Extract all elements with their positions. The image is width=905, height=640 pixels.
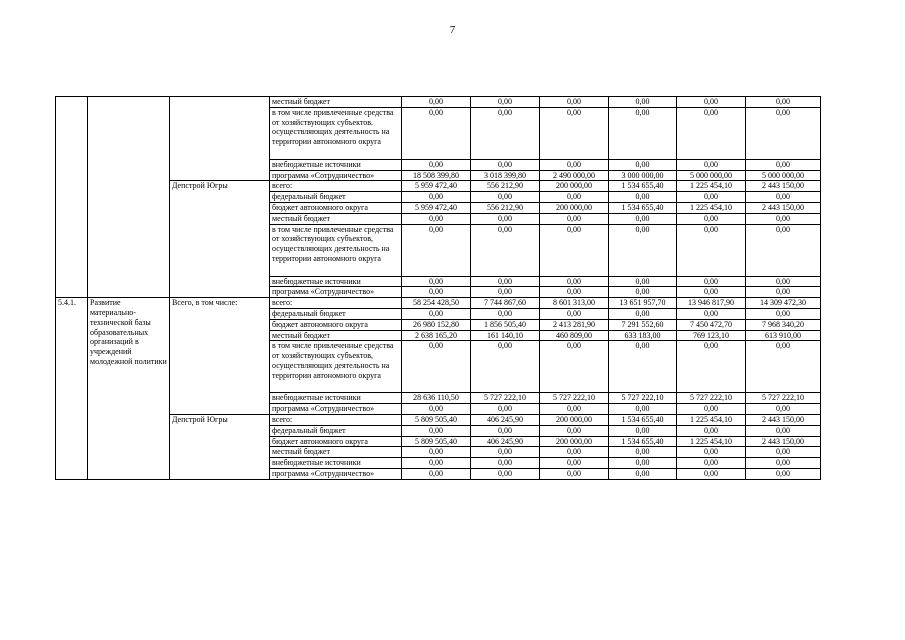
amount-cell: 8 601 313,00: [540, 298, 609, 309]
amount-cell: 0,00: [402, 276, 471, 287]
amount-cell: 0,00: [677, 468, 746, 479]
amount-cell: 3 018 399,80: [471, 170, 540, 181]
amount-cell: 0,00: [746, 447, 821, 458]
amount-cell: 0,00: [746, 224, 821, 276]
funding-source-cell: программа «Сотрудничество»: [270, 404, 402, 415]
amount-cell: 1 534 655,40: [609, 202, 677, 213]
amount-cell: 0,00: [471, 447, 540, 458]
amount-cell: 1 534 655,40: [609, 414, 677, 425]
code-cell: [56, 97, 88, 298]
amount-cell: 0,00: [471, 468, 540, 479]
amount-cell: 0,00: [540, 224, 609, 276]
amount-cell: 26 980 152,80: [402, 319, 471, 330]
funding-source-cell: местный бюджет: [270, 97, 402, 108]
amount-cell: 0,00: [402, 404, 471, 415]
amount-cell: 0,00: [402, 224, 471, 276]
funding-source-cell: федеральный бюджет: [270, 308, 402, 319]
amount-cell: 613 910,00: [746, 330, 821, 341]
amount-cell: 0,00: [540, 308, 609, 319]
amount-cell: 13 946 817,90: [677, 298, 746, 309]
amount-cell: 0,00: [402, 308, 471, 319]
amount-cell: 0,00: [540, 287, 609, 298]
funding-source-cell: местный бюджет: [270, 447, 402, 458]
amount-cell: 5 727 222,10: [471, 393, 540, 404]
budget-table-body: [56, 97, 821, 480]
amount-cell: 1 225 454,10: [677, 414, 746, 425]
table-row: [56, 181, 821, 192]
amount-cell: 5 959 472,40: [402, 181, 471, 192]
funding-source-cell: федеральный бюджет: [270, 192, 402, 203]
funding-source-cell: бюджет автономного округа: [270, 436, 402, 447]
funding-source-cell: местный бюджет: [270, 330, 402, 341]
amount-cell: 0,00: [402, 468, 471, 479]
amount-cell: 406 245,90: [471, 414, 540, 425]
amount-cell: 13 651 957,70: [609, 298, 677, 309]
funding-source-cell: программа «Сотрудничество»: [270, 468, 402, 479]
amount-cell: 0,00: [540, 276, 609, 287]
amount-cell: 0,00: [746, 404, 821, 415]
amount-cell: 0,00: [677, 447, 746, 458]
amount-cell: 0,00: [609, 224, 677, 276]
amount-cell: 633 183,00: [609, 330, 677, 341]
amount-cell: 1 225 454,10: [677, 181, 746, 192]
amount-cell: 0,00: [677, 159, 746, 170]
amount-cell: 0,00: [540, 468, 609, 479]
funding-source-cell: местный бюджет: [270, 213, 402, 224]
amount-cell: 0,00: [609, 107, 677, 159]
amount-cell: 0,00: [471, 224, 540, 276]
amount-cell: 3 000 000,00: [609, 170, 677, 181]
amount-cell: 0,00: [402, 213, 471, 224]
amount-cell: 0,00: [746, 341, 821, 393]
amount-cell: 0,00: [677, 341, 746, 393]
amount-cell: 0,00: [609, 276, 677, 287]
amount-cell: 5 727 222,10: [746, 393, 821, 404]
amount-cell: 0,00: [746, 107, 821, 159]
funding-source-cell: программа «Сотрудничество»: [270, 170, 402, 181]
amount-cell: 0,00: [746, 468, 821, 479]
amount-cell: 1 534 655,40: [609, 436, 677, 447]
executor-cell: Всего, в том числе:: [170, 298, 270, 415]
funding-source-cell: всего:: [270, 298, 402, 309]
amount-cell: 769 123,10: [677, 330, 746, 341]
amount-cell: 28 636 110,50: [402, 393, 471, 404]
funding-source-cell: в том числе привлеченные средства от хозяйствующих субъектов. осуществляющих деятельность на территории автономного округа: [270, 107, 402, 159]
amount-cell: 0,00: [609, 192, 677, 203]
amount-cell: 5 000 000,00: [746, 170, 821, 181]
amount-cell: 556 212,90: [471, 202, 540, 213]
amount-cell: 0,00: [540, 404, 609, 415]
amount-cell: 0,00: [540, 107, 609, 159]
amount-cell: 0,00: [746, 192, 821, 203]
executor-cell: [170, 97, 270, 181]
amount-cell: 0,00: [677, 107, 746, 159]
amount-cell: 2 443 150,00: [746, 202, 821, 213]
amount-cell: 0,00: [540, 97, 609, 108]
amount-cell: 18 508 399,80: [402, 170, 471, 181]
amount-cell: 2 443 150,00: [746, 414, 821, 425]
executor-cell: Депстрой Югры: [170, 414, 270, 479]
amount-cell: 0,00: [402, 447, 471, 458]
amount-cell: 14 309 472,30: [746, 298, 821, 309]
amount-cell: 0,00: [609, 447, 677, 458]
amount-cell: 7 968 340,20: [746, 319, 821, 330]
amount-cell: 556 212,90: [471, 181, 540, 192]
amount-cell: 2 443 150,00: [746, 436, 821, 447]
amount-cell: 0,00: [677, 97, 746, 108]
amount-cell: 0,00: [746, 276, 821, 287]
amount-cell: 0,00: [746, 213, 821, 224]
amount-cell: 0,00: [746, 458, 821, 469]
amount-cell: 5 959 472,40: [402, 202, 471, 213]
amount-cell: 5 727 222,10: [609, 393, 677, 404]
amount-cell: 0,00: [471, 213, 540, 224]
amount-cell: 0,00: [471, 159, 540, 170]
amount-cell: 1 534 655,40: [609, 181, 677, 192]
amount-cell: 0,00: [471, 404, 540, 415]
amount-cell: 0,00: [540, 159, 609, 170]
amount-cell: 0,00: [746, 425, 821, 436]
funding-source-cell: программа «Сотрудничество»: [270, 287, 402, 298]
amount-cell: 7 291 552,60: [609, 319, 677, 330]
funding-source-cell: федеральный бюджет: [270, 425, 402, 436]
amount-cell: 0,00: [471, 308, 540, 319]
amount-cell: 0,00: [540, 425, 609, 436]
amount-cell: 0,00: [471, 425, 540, 436]
amount-cell: 0,00: [609, 287, 677, 298]
funding-source-cell: бюджет автономного округа: [270, 202, 402, 213]
funding-source-cell: всего:: [270, 181, 402, 192]
amount-cell: 0,00: [609, 308, 677, 319]
code-cell: 5.4.1.: [56, 298, 88, 480]
amount-cell: 2 413 281,90: [540, 319, 609, 330]
amount-cell: 0,00: [471, 287, 540, 298]
amount-cell: 0,00: [609, 425, 677, 436]
amount-cell: 0,00: [746, 97, 821, 108]
amount-cell: 0,00: [402, 159, 471, 170]
amount-cell: 7 744 867,60: [471, 298, 540, 309]
amount-cell: 0,00: [471, 192, 540, 203]
amount-cell: 0,00: [609, 468, 677, 479]
funding-source-cell: внебюджетные источники: [270, 159, 402, 170]
amount-cell: 0,00: [402, 97, 471, 108]
budget-table: [55, 96, 821, 480]
amount-cell: 0,00: [402, 425, 471, 436]
amount-cell: 0,00: [471, 458, 540, 469]
amount-cell: 406 245,90: [471, 436, 540, 447]
amount-cell: 0,00: [677, 458, 746, 469]
amount-cell: 2 443 150,00: [746, 181, 821, 192]
amount-cell: 2 490 000,00: [540, 170, 609, 181]
amount-cell: 200 000,00: [540, 414, 609, 425]
funding-source-cell: внебюджетные источники: [270, 458, 402, 469]
amount-cell: 200 000,00: [540, 436, 609, 447]
amount-cell: 0,00: [540, 341, 609, 393]
amount-cell: 0,00: [677, 213, 746, 224]
amount-cell: 2 638 165,20: [402, 330, 471, 341]
funding-source-cell: в том числе привлеченные средства от хозяйствующих субъектов, осуществляющих деятельность на территории автономного округа: [270, 341, 402, 393]
amount-cell: 0,00: [609, 213, 677, 224]
measure-name-cell: [88, 97, 170, 298]
amount-cell: 5 809 505,40: [402, 414, 471, 425]
amount-cell: 5 809 505,40: [402, 436, 471, 447]
amount-cell: 0,00: [677, 276, 746, 287]
amount-cell: 0,00: [402, 107, 471, 159]
amount-cell: 0,00: [677, 192, 746, 203]
amount-cell: 0,00: [677, 224, 746, 276]
amount-cell: 0,00: [402, 287, 471, 298]
table-row: [56, 414, 821, 425]
amount-cell: 5 727 222,10: [540, 393, 609, 404]
amount-cell: 1 856 505,40: [471, 319, 540, 330]
amount-cell: 200 000,00: [540, 181, 609, 192]
amount-cell: 200 000,00: [540, 202, 609, 213]
funding-source-cell: всего:: [270, 414, 402, 425]
funding-source-cell: в том числе привлеченные средства от хозяйствующих субъектов, осуществляющих деятельность на территории автономного округа: [270, 224, 402, 276]
amount-cell: 0,00: [677, 404, 746, 415]
amount-cell: 460 809,00: [540, 330, 609, 341]
amount-cell: 0,00: [677, 425, 746, 436]
amount-cell: 0,00: [609, 341, 677, 393]
amount-cell: 0,00: [402, 192, 471, 203]
amount-cell: 5 727 222,10: [677, 393, 746, 404]
measure-name-cell: Развитие материально-технической базы образовательных организаций в учреждений молодежной политики: [88, 298, 170, 480]
amount-cell: 0,00: [471, 276, 540, 287]
amount-cell: 0,00: [471, 341, 540, 393]
amount-cell: 0,00: [540, 213, 609, 224]
amount-cell: 0,00: [609, 404, 677, 415]
amount-cell: 0,00: [609, 159, 677, 170]
amount-cell: 1 225 454,10: [677, 202, 746, 213]
amount-cell: 7 450 472,70: [677, 319, 746, 330]
amount-cell: 0,00: [471, 97, 540, 108]
amount-cell: 0,00: [540, 447, 609, 458]
funding-source-cell: внебюджетные источники: [270, 393, 402, 404]
amount-cell: 0,00: [677, 308, 746, 319]
amount-cell: 0,00: [609, 97, 677, 108]
funding-source-cell: бюджет автономного округа: [270, 319, 402, 330]
amount-cell: 0,00: [402, 458, 471, 469]
amount-cell: 161 140,10: [471, 330, 540, 341]
executor-cell: Депстрой Югры: [170, 181, 270, 298]
table-row: [56, 97, 821, 108]
amount-cell: 5 000 000,00: [677, 170, 746, 181]
amount-cell: 0,00: [540, 192, 609, 203]
amount-cell: 0,00: [746, 308, 821, 319]
amount-cell: 58 254 428,50: [402, 298, 471, 309]
amount-cell: 0,00: [609, 458, 677, 469]
amount-cell: 1 225 454,10: [677, 436, 746, 447]
amount-cell: 0,00: [471, 107, 540, 159]
amount-cell: 0,00: [677, 287, 746, 298]
amount-cell: 0,00: [540, 458, 609, 469]
funding-source-cell: внебюджетные источники: [270, 276, 402, 287]
page-number: 7: [449, 24, 456, 36]
amount-cell: 0,00: [746, 287, 821, 298]
amount-cell: 0,00: [746, 159, 821, 170]
amount-cell: 0,00: [402, 341, 471, 393]
table-row: [56, 298, 821, 309]
